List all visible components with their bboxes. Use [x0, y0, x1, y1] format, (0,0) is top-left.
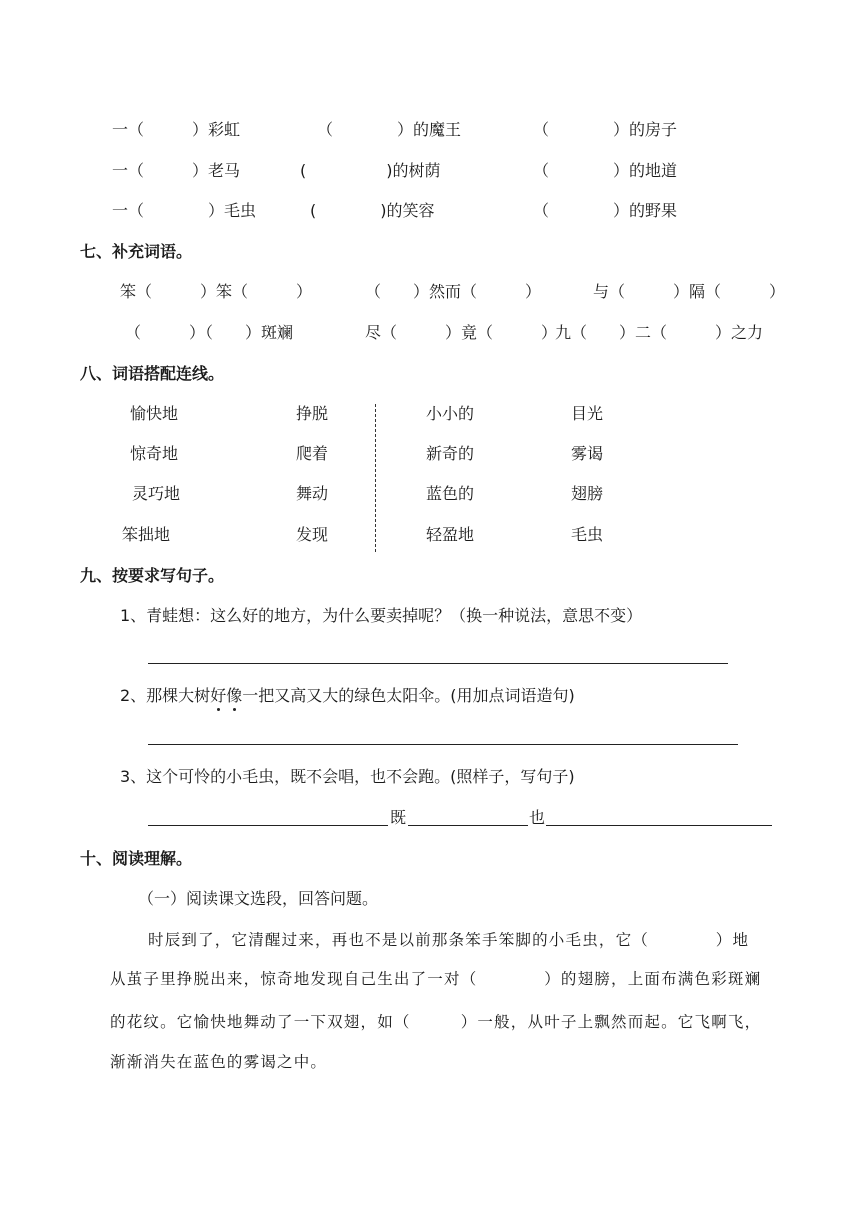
match-left-word: 惊奇地	[130, 444, 179, 463]
match-left-target: 挣脱	[296, 404, 329, 423]
part6-row1-col1: 一（ ）彩虹	[112, 120, 241, 139]
answer-line-3c[interactable]	[546, 825, 772, 826]
part6-row2-col1: 一（ ）老马	[112, 161, 241, 180]
part6-row3-col2: ( )的笑容	[310, 201, 435, 220]
section-7-title: 七、补充词语。	[80, 242, 193, 261]
match-left-target: 发现	[296, 525, 329, 544]
match-left-target: 舞动	[296, 484, 329, 503]
part7-row2-item1: （ ）（ ）斑斓	[125, 323, 294, 342]
emphasis-char: 像	[226, 686, 243, 705]
match-right-target: 毛虫	[571, 525, 604, 544]
q2-suffix: 一把又高又大的绿色太阳伞。(用加点词语造句)	[242, 686, 575, 705]
match-right-word: 小小的	[426, 404, 475, 423]
part6-row3-col3: （ ）的野果	[533, 201, 678, 220]
part7-row1-item2: （ ）然而（ ）	[365, 282, 542, 301]
part6-row1-col2: （ ）的魔王	[317, 120, 462, 139]
emphasis-char: 好	[210, 686, 227, 705]
match-left-word: 灵巧地	[132, 484, 181, 503]
match-right-word: 蓝色的	[426, 484, 475, 503]
match-right-target: 雾谒	[571, 444, 604, 463]
match-right-word: 轻盈地	[426, 525, 475, 544]
match-right-word: 新奇的	[426, 444, 475, 463]
answer-line-3b[interactable]	[408, 825, 528, 826]
part6-row2-col2: ( )的树荫	[300, 161, 441, 180]
part6-row3-col1: 一（ ）毛虫	[112, 201, 257, 220]
part6-row2-col3: （ ）的地道	[533, 161, 678, 180]
answer-line-1[interactable]	[148, 663, 728, 664]
template-ye: 也	[529, 808, 546, 827]
match-right-target: 目光	[571, 404, 604, 423]
passage-line: 渐渐消失在蓝色的雾谒之中。	[110, 1053, 328, 1071]
question-2	[120, 686, 575, 706]
part7-row2-item3: 九（ ）二（ ）之力	[555, 323, 764, 342]
passage-line: 时辰到了，它清醒过来，再也不是以前那条笨手笨脚的小毛虫，它（ ）地	[148, 931, 750, 949]
match-right-target: 翅膀	[571, 484, 604, 503]
reading-subtitle: （一）阅读课文选段，回答问题。	[138, 889, 379, 908]
q2-prefix: 2、那棵大树	[120, 686, 211, 705]
match-left-word: 愉快地	[130, 404, 179, 423]
passage-line: 的花纹。它愉快地舞动了一下双翅，如（ ）一般，从叶子上飘然而起。它飞啊飞，	[110, 1013, 762, 1031]
answer-line-2[interactable]	[148, 744, 738, 745]
part7-row1-item3: 与（ ）隔（ ）	[593, 282, 786, 301]
question-1: 1、青蛙想：这么好的地方，为什么要卖掉呢？（换一种说法，意思不变）	[120, 606, 643, 625]
question-3: 3、这个可怜的小毛虫，既不会唱，也不会跑。(照样子，写句子)	[120, 767, 575, 786]
match-left-word: 笨拙地	[122, 525, 171, 544]
answer-line-3a[interactable]	[148, 825, 388, 826]
part7-row2-item2: 尽（ ）竟（ ）	[365, 323, 558, 342]
passage-line: 从茧子里挣脱出来，惊奇地发现自己生出了一对（ ）的翅膀，上面布满色彩斑斓	[110, 970, 762, 988]
section-9-title: 九、按要求写句子。	[80, 566, 225, 585]
section-10-title: 十、阅读理解。	[80, 849, 193, 868]
template-ji: 既	[390, 808, 407, 827]
section-8-title: 八、词语搭配连线。	[80, 364, 225, 383]
part7-row1-item1: 笨（ ）笨（ ）	[120, 282, 313, 301]
part6-row1-col3: （ ）的房子	[533, 120, 678, 139]
match-left-target: 爬着	[296, 444, 329, 463]
dashed-divider	[375, 404, 376, 552]
